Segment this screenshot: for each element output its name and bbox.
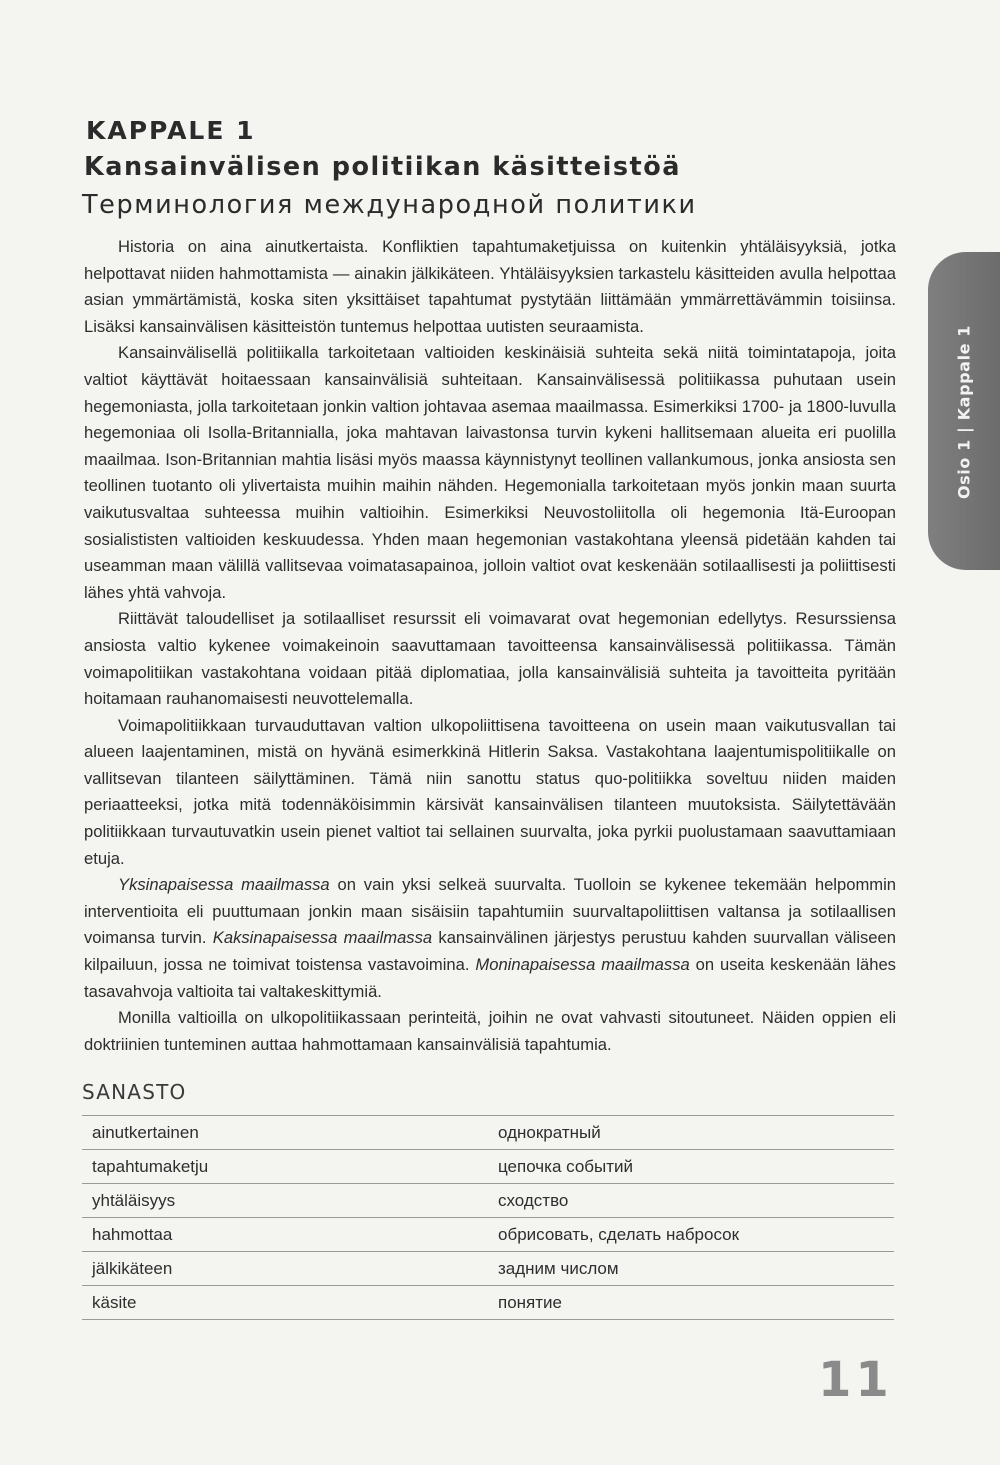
paragraph: Riittävät taloudelliset ja sotilaalliset resurssit eli voimavarat ovat hegemonian edellytys. Resurssiensa ansiosta valtio kykenee voimakeinoin saavuttamaan tavoitteensa kansainvälisessä politiikassa. Tämän voimapolitiikan vastakohtana voidaan pitää diplomatiaa, jolla kansainvälisiä suhteita ja tavoitteita pyritään hoitamaan rauhanomaisesti neuvottelemalla.	[84, 609, 896, 709]
term-multipolar: Moninapaisessa maailmassa	[475, 955, 690, 975]
vocabulary-term-fi: yhtäläisyys	[82, 1184, 488, 1218]
paragraph-text: kansainvälinen järjestys perustuu kahden suurvallan väliseen kilpailuun, jossa ne toimivat toistensa vastavoimina.	[84, 928, 896, 975]
chapter-title-russian: Терминология международной политики	[82, 190, 697, 220]
vocabulary-term-ru: сходство	[488, 1184, 894, 1218]
paragraph: Historia on aina ainutkertaista. Konfliktien tapahtumaketjuissa on kuitenkin yhtäläisyyksiä, jotka helpottavat niiden hahmottamista — ainakin jälkikäteen. Yhtäläisyyksien tarkastelu käsitteiden avulla helpottaa asian ymmärtämistä, koska siten yksittäiset tapahtumat pystytään liittämään ymmärrettävämmin toisiinsa. Lisäksi kansainvälisen käsitteistön tuntemus helpottaa uutisten seuraamista.	[84, 237, 896, 336]
vocabulary-term-ru: однократный	[488, 1116, 894, 1150]
paragraph-text: on useita keskenään lähes tasavahvoja valtioita tai valtakeskittymiä.	[84, 955, 896, 1001]
vocabulary-row	[82, 1252, 894, 1286]
vocabulary-row	[82, 1184, 894, 1218]
section-side-tab-label: Osio 1 | Kappale 1	[954, 324, 974, 500]
vocabulary-row	[82, 1150, 894, 1184]
vocabulary-row	[82, 1218, 894, 1252]
vocabulary-term-ru: задним числом	[488, 1252, 894, 1286]
vocabulary-term-fi: ainutkertainen	[82, 1116, 488, 1150]
paragraph: Monilla valtioilla on ulkopolitiikassaan perinteitä, joihin ne ovat vahvasti sitoutuneet. Näiden oppien eli doktriinien tunteminen auttaa hahmottamaan kansainvälisiä tapahtumia.	[84, 1008, 896, 1054]
section-side-tab	[928, 252, 1000, 570]
vocabulary-row	[82, 1286, 894, 1320]
chapter-title-finnish: Kansainvälisen politiikan käsitteistöä	[84, 152, 681, 182]
vocabulary-term-ru: обрисовать, сделать набросок	[488, 1218, 894, 1252]
vocabulary-row	[82, 1116, 894, 1150]
term-unipolar: Yksinapaisessa maailmassa	[118, 875, 330, 895]
vocabulary-table	[82, 1115, 894, 1320]
vocabulary-term-fi: hahmottaa	[82, 1218, 488, 1252]
page-number: 11	[818, 1352, 893, 1408]
paragraph: Voimapolitiikkaan turvauduttavan valtion ulkopoliittisena tavoitteena on usein maan vaikutusvallan tai alueen laajentaminen, mistä on hyvänä esimerkkinä Hitlerin Saksa. Vastakohtana laajentumispolitiikalle on vallitsevan tilanteen säilyttäminen. Tämä niin sanottu status quo-politiikka soveltuu niiden maiden periaatteeksi, jotka mitä todennäköisimmin kärsivät kansainvälisen tilanteen muutoksista. Säilytettävään politiikkaan turvautuvatkin usein pienet valtiot tai sellainen suurvalta, joka pyrkii puolustamaan saavuttamiaan etuja.	[84, 715, 896, 868]
term-bipolar: Kaksinapaisessa maailmassa	[212, 928, 433, 948]
vocabulary-term-fi: jälkikäteen	[82, 1252, 488, 1286]
vocabulary-term-ru: цепочка событий	[488, 1150, 894, 1184]
paragraph	[84, 872, 896, 1005]
body-text	[84, 234, 896, 1058]
vocabulary-heading: SANASTO	[82, 1080, 187, 1104]
paragraph-text: on vain yksi selkeä suurvalta. Tuolloin se kykenee tekemään helpommin interventioita eli puuttumaan jonkin maan sisäisiin tapahtumiin suurvaltapoliittisen valtansa ja sotilaallisen voimansa turvin.	[84, 875, 897, 948]
paragraph: Kansainvälisellä politiikalla tarkoitetaan valtioiden keskinäisiä suhteita sekä niitä toimintatapoja, joita valtiot käyttävät hoitaessaan kansainvälisiä suhteitaan. Kansainvälisessä politiikassa puhutaan usein hegemoniasta, jolla tarkoitetaan jonkin valtion johtavaa asemaa maailmassa. Esimerkiksi 1700- ja 1800-luvulla hegemoniaa oli Isolla-Britannialla, joka mahtavan laivastonsa turvin kykeni hallitsemaan alueita eri puolilla maailmaa. Ison-Britannian mahtia lisäsi myös maassa käynnistynyt teollinen vallankumous, jonka ansiosta sen teollinen tuotanto oli ylivertaista muihin maihin nähden. Hegemonialla tarkoitetaan myös jonkin maan suurta vaikutusvaltaa suhteessa muihin valtioihin. Esimerkiksi Neuvostoliitolla oli hegemonia Itä-Euroopan sosialististen valtioiden keskuudessa. Yhden maan hegemonian vastakohtana yleensä pidetään kahden tai useamman maan välillä vallitsevaa voimatasapainoa, jolloin valtiot ovat keskenään sotilaallisesti ja poliittisesti lähes yhtä vahvoja.	[84, 343, 896, 602]
vocabulary-term-fi: tapahtumaketju	[82, 1150, 488, 1184]
vocabulary-term-fi: käsite	[82, 1286, 488, 1320]
vocabulary-term-ru: понятие	[488, 1286, 894, 1320]
chapter-label: KAPPALE 1	[86, 116, 256, 145]
